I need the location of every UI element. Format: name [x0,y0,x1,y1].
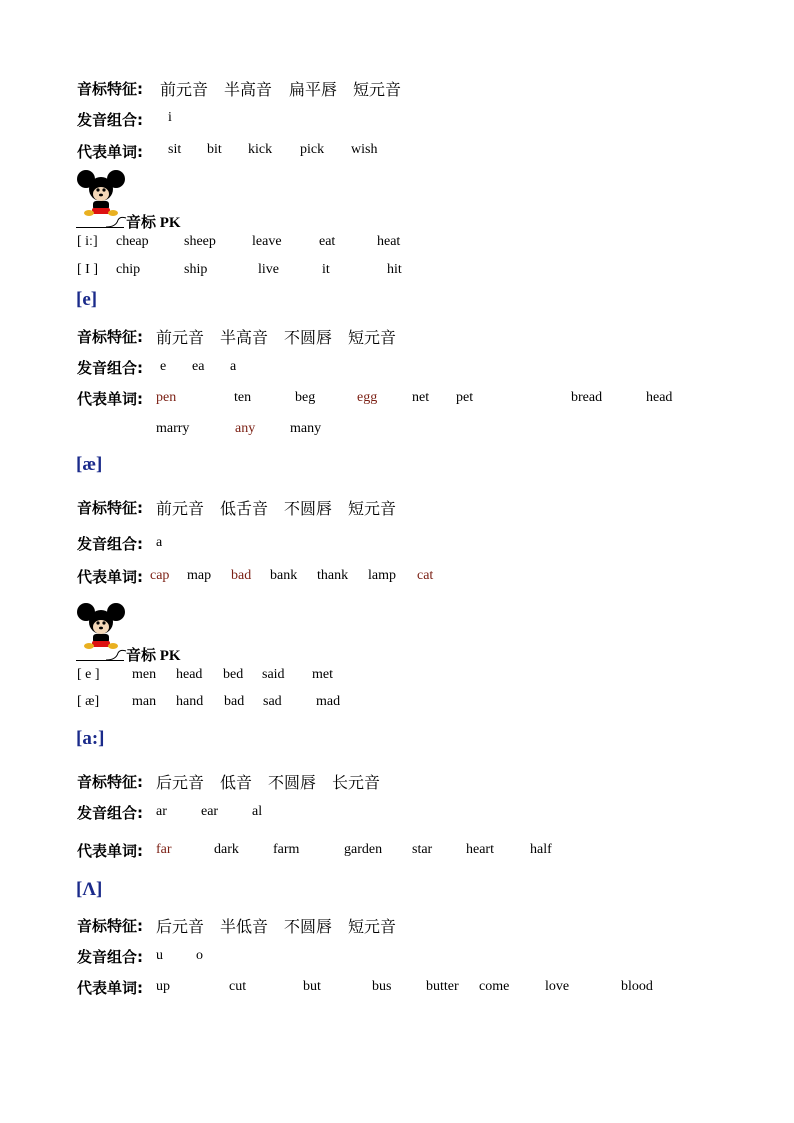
pk-word: bad [224,694,245,709]
combo: ea [192,359,205,374]
word: head [646,390,673,405]
feature: 扁平唇 [289,80,338,99]
word: map [187,568,212,583]
feature: 低音 [220,773,253,792]
phonetic-symbol: [a:] [76,728,105,749]
combo: ear [201,804,219,819]
words-label: 代表单词: [77,390,143,408]
mickey-mouse-icon [76,601,126,653]
word: net [412,390,430,405]
word: beg [295,390,316,405]
word: pet [456,390,474,405]
pk-word: chip [116,262,141,277]
combo: a [156,535,163,550]
word: blood [621,979,653,994]
pk-word: said [262,667,285,682]
word: dark [214,842,239,857]
feature-label: 音标特征: [77,328,143,346]
word: thank [317,568,349,583]
pk-word: sheep [184,234,216,249]
pk-symbol: [ æ] [77,694,100,709]
pk-word: bed [223,667,244,682]
phonetic-symbol: [e] [76,289,98,310]
word: any [235,421,256,436]
word: garden [344,842,383,857]
pk-word: heat [377,234,401,249]
word: pick [300,142,325,157]
pk-word: live [258,262,279,277]
word: come [479,979,510,994]
pk-word: leave [252,234,282,249]
pk-word: ship [184,262,208,277]
phonetic-symbol: [Λ] [76,879,103,900]
combo: o [196,948,203,963]
word: kick [248,142,273,157]
word: bank [270,568,298,583]
feature: 后元音 [156,773,205,792]
feature-label: 音标特征: [77,773,143,791]
feature: 短元音 [348,328,397,347]
combo-label: 发音组合: [77,535,143,553]
words-label: 代表单词: [77,568,143,586]
feature: 半低音 [220,917,269,936]
feature-label: 音标特征: [77,499,143,517]
feature: 短元音 [353,80,402,99]
feature: 不圆唇 [284,917,333,936]
word: star [412,842,433,857]
combo: i [168,110,172,125]
pk-word: man [132,694,157,709]
word: lamp [368,568,396,583]
words-label: 代表单词: [77,143,143,161]
combo: e [160,359,167,374]
feature: 半高音 [224,80,273,99]
feature: 低舌音 [220,499,269,518]
word: ten [234,390,252,405]
word: pen [156,390,177,405]
word: bad [231,568,252,583]
feature-label: 音标特征: [77,80,143,98]
pk-word: mad [316,694,341,709]
word: bus [372,979,392,994]
word: many [290,421,322,436]
pk-title: 音标 PK [126,648,181,664]
word: marry [156,421,190,436]
tail-curve [104,214,128,228]
pk-word: hit [387,262,402,277]
pk-word: head [176,667,203,682]
pk-word: sad [263,694,282,709]
pk-word: cheap [116,234,149,249]
word: cat [417,568,434,583]
feature: 不圆唇 [284,499,333,518]
word: cap [150,568,170,583]
word: half [530,842,552,857]
word: heart [466,842,494,857]
word: butter [426,979,459,994]
combo-label: 发音组合: [77,804,143,822]
feature: 前元音 [156,328,205,347]
feature: 后元音 [156,917,205,936]
feature: 前元音 [156,499,205,518]
pk-symbol: [ iː] [77,234,98,249]
feature: 长元音 [332,773,381,792]
phonetic-symbol: [æ] [76,454,103,475]
feature: 不圆唇 [268,773,317,792]
word: but [303,979,321,994]
combo: u [156,948,163,963]
combo: al [252,804,263,819]
feature-label: 音标特征: [77,917,143,935]
tail-curve [104,647,128,661]
word: love [545,979,570,994]
feature: 短元音 [348,499,397,518]
mickey-mouse-icon [76,168,126,220]
pk-word: hand [176,694,204,709]
feature: 不圆唇 [284,328,333,347]
pk-word: eat [319,234,336,249]
combo: a [230,359,237,374]
feature: 前元音 [160,80,209,99]
word: farm [273,842,300,857]
word: far [156,842,172,857]
combo-label: 发音组合: [77,948,143,966]
word: wish [351,142,378,157]
pk-word: men [132,667,157,682]
feature: 短元音 [348,917,397,936]
word: bread [571,390,603,405]
combo: ar [156,804,167,819]
word: bit [207,142,222,157]
feature: 半高音 [220,328,269,347]
word: up [156,979,170,994]
combo-label: 发音组合: [77,111,143,129]
word: sit [168,142,182,157]
pk-title: 音标 PK [126,215,181,231]
pk-symbol: [ e ] [77,667,100,682]
pk-symbol: [ I ] [77,262,98,277]
words-label: 代表单词: [77,842,143,860]
pk-word: met [312,667,333,682]
combo-label: 发音组合: [77,359,143,377]
word: cut [229,979,247,994]
word: egg [357,390,378,405]
pk-word: it [322,262,330,277]
words-label: 代表单词: [77,979,143,997]
